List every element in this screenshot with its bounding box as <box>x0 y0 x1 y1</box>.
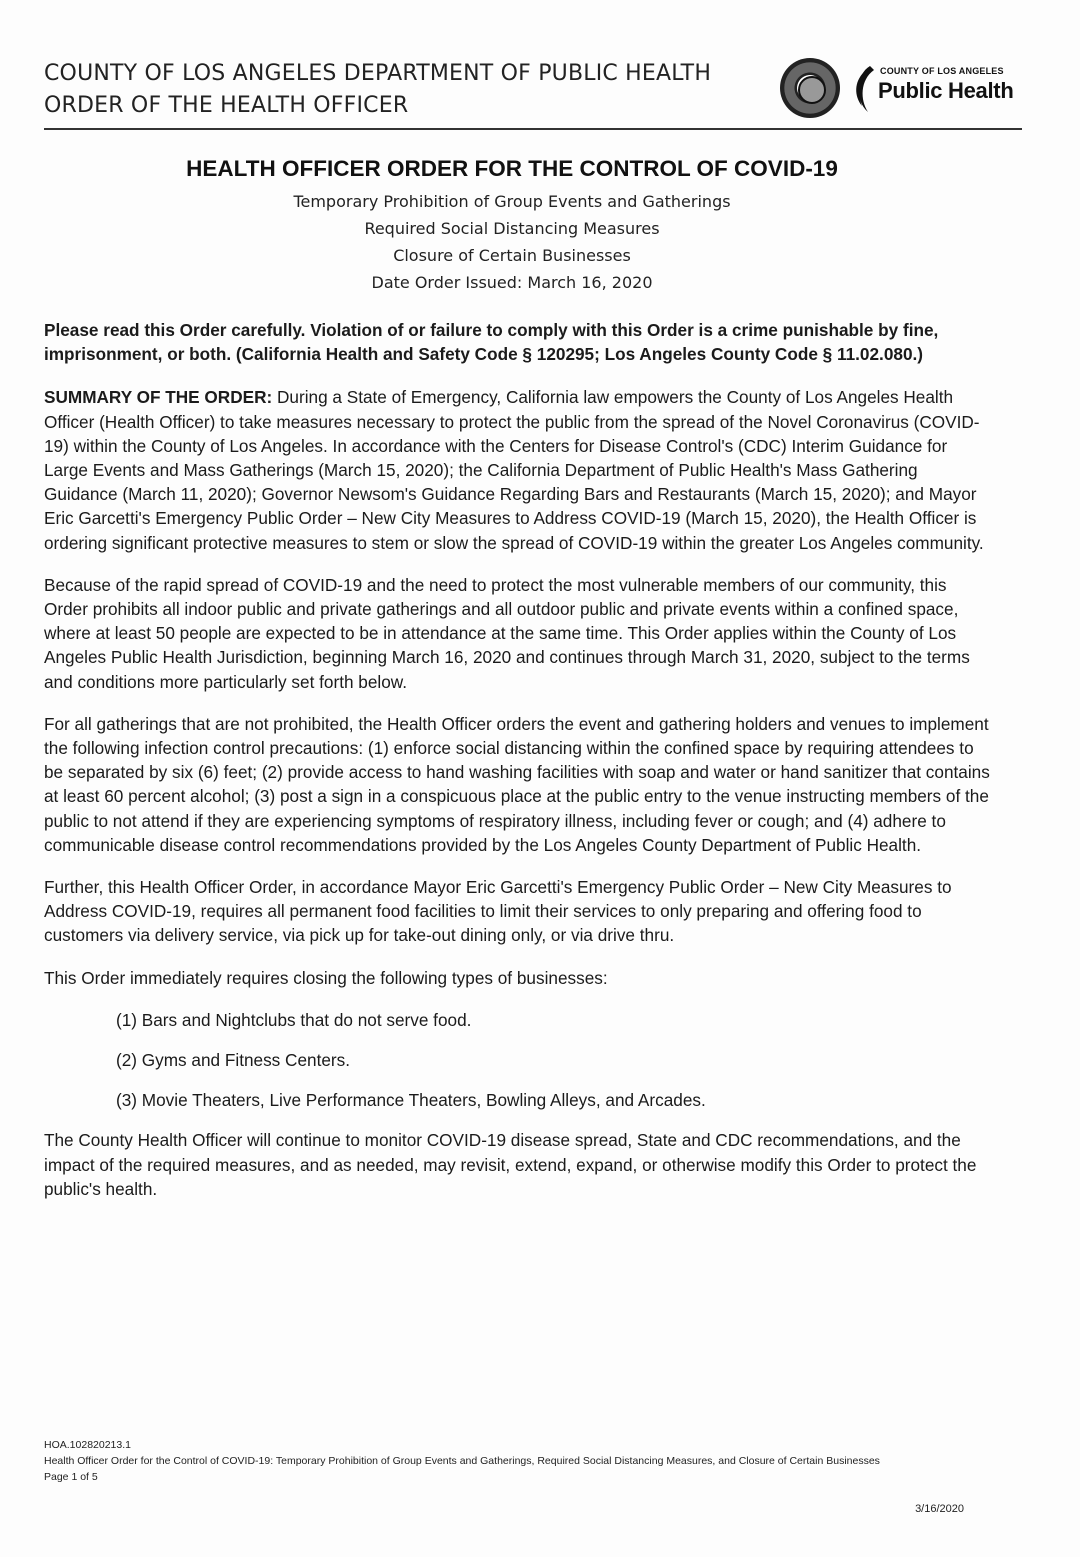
footer-page-number: Page 1 of 5 <box>44 1471 98 1483</box>
logo-county-text: COUNTY OF LOS ANGELES <box>880 66 1004 76</box>
warning-notice: Please read this Order carefully. Violation of or failure to comply with this Order is a crime punishable by fine, imprisonment, or both. (California Health and Safety Code § 120295; Los Angeles County Code § 11.02.080.) <box>44 320 939 365</box>
public-health-logo <box>850 64 1025 116</box>
paragraph-gatherings: Because of the rapid spread of COVID-19 and the need to protect the most vulnerable members of our community, this Order prohibits all indoor public and private gatherings and all outdoor public and private events within a confined space, where at least 50 people are expected to be in attendance at the same time. This Order applies within the County of Los Angeles Public Health Jurisdiction, beginning March 16, 2020 and continues through March 31, 2020, subject to the terms and conditions more particularly set forth below. <box>44 574 970 692</box>
paragraph-closures-intro: This Order immediately requires closing the following types of businesses: <box>44 967 608 988</box>
paragraph-food-facilities: Further, this Health Officer Order, in accordance Mayor Eric Garcetti's Emergency Public Order – New City Measures to Address COVID-19, requires all permanent food facilities to limit their services to only preparing and offering food to customers via delivery service, via pick up for take-out dining only, or via drive thru. <box>44 877 952 946</box>
logo-swoosh-icon <box>850 64 876 114</box>
summary-text: During a State of Emergency, California law empowers the County of Los Angeles Health Officer (Health Officer) to take measures necessary to protect the public from the spread of the Novel Coronavirus (COVID-19) within the County of Los Angeles. In accordance with the Centers for Disease Control's (CDC) Interim Guidance for Large Events and Mass Gatherings (March 15, 2020); the California Department of Public Health's Mass Gathering Guidance (March 11, 2020); Governor Newsom's Guidance Regarding Bars and Restaurants (March 15, 2020); and Mayor Eric Garcetti's Emergency Public Order – New City Measures to Address COVID-19 (March 15, 2020), the Health Officer is ordering significant protective measures to stem or slow the spread of COVID-19 within the greater Los Angeles community. <box>44 387 984 553</box>
list-item: (1) Bars and Nightclubs that do not serve food. <box>116 1009 472 1030</box>
page-title: HEALTH OFFICER ORDER FOR THE CONTROL OF COVID-19 <box>186 156 838 181</box>
footer-description: Health Officer Order for the Control of COVID-19: Temporary Prohibition of Group Events and Gatherings, Required Social Distancing Measures, and Closure of Certain Businesses <box>44 1455 880 1467</box>
county-seal-icon <box>780 58 840 118</box>
footer-document-id: HOA.102820213.1 <box>44 1439 131 1451</box>
list-item: (3) Movie Theaters, Live Performance Theaters, Bowling Alleys, and Arcades. <box>116 1090 706 1111</box>
subtitle-line: Closure of Certain Businesses <box>393 246 631 265</box>
paragraph-monitoring: The County Health Officer will continue to monitor COVID-19 disease spread, State and CDC recommendations, and the impact of the required measures, and as needed, may revisit, extend, expand, or otherwise modify this Order to protect the public's health. <box>44 1130 977 1199</box>
subtitle-line: Temporary Prohibition of Group Events and Gatherings <box>293 192 731 211</box>
order-heading: ORDER OF THE HEALTH OFFICER <box>44 93 409 118</box>
subtitle-line: Required Social Distancing Measures <box>364 219 660 238</box>
page-footer <box>44 1437 964 1515</box>
subtitle-block <box>0 188 1024 296</box>
order-body <box>44 318 990 1219</box>
date-issued: Date Order Issued: March 16, 2020 <box>371 273 653 292</box>
summary-paragraph <box>44 385 990 554</box>
header-divider <box>44 128 1022 130</box>
department-name: COUNTY OF LOS ANGELES DEPARTMENT OF PUBLIC HEALTH <box>44 61 712 86</box>
list-item: (2) Gyms and Fitness Centers. <box>116 1050 351 1071</box>
paragraph-precautions: For all gatherings that are not prohibited, the Health Officer orders the event and gathering holders and venues to implement the following infection control precautions: (1) enforce social distancing within the confined space by requiring attendees to be separated by six (6) feet; (2) provide access to hand washing facilities with soap and water or hand sanitizer that contains at least 60 percent alcohol; (3) post a sign in a conspicuous place at the public entry to the venue instructing members of the public to not attend if they are experiencing symptoms of respiratory illness, including fever or cough; and (4) adhere to communicable disease control recommendations provided by the Los Angeles County Department of Public Health. <box>44 713 990 855</box>
summary-lead: SUMMARY OF THE ORDER: <box>44 387 273 408</box>
footer-date: 3/16/2020 <box>915 1503 964 1515</box>
logo-public-health-text: Public Health <box>878 78 1014 103</box>
